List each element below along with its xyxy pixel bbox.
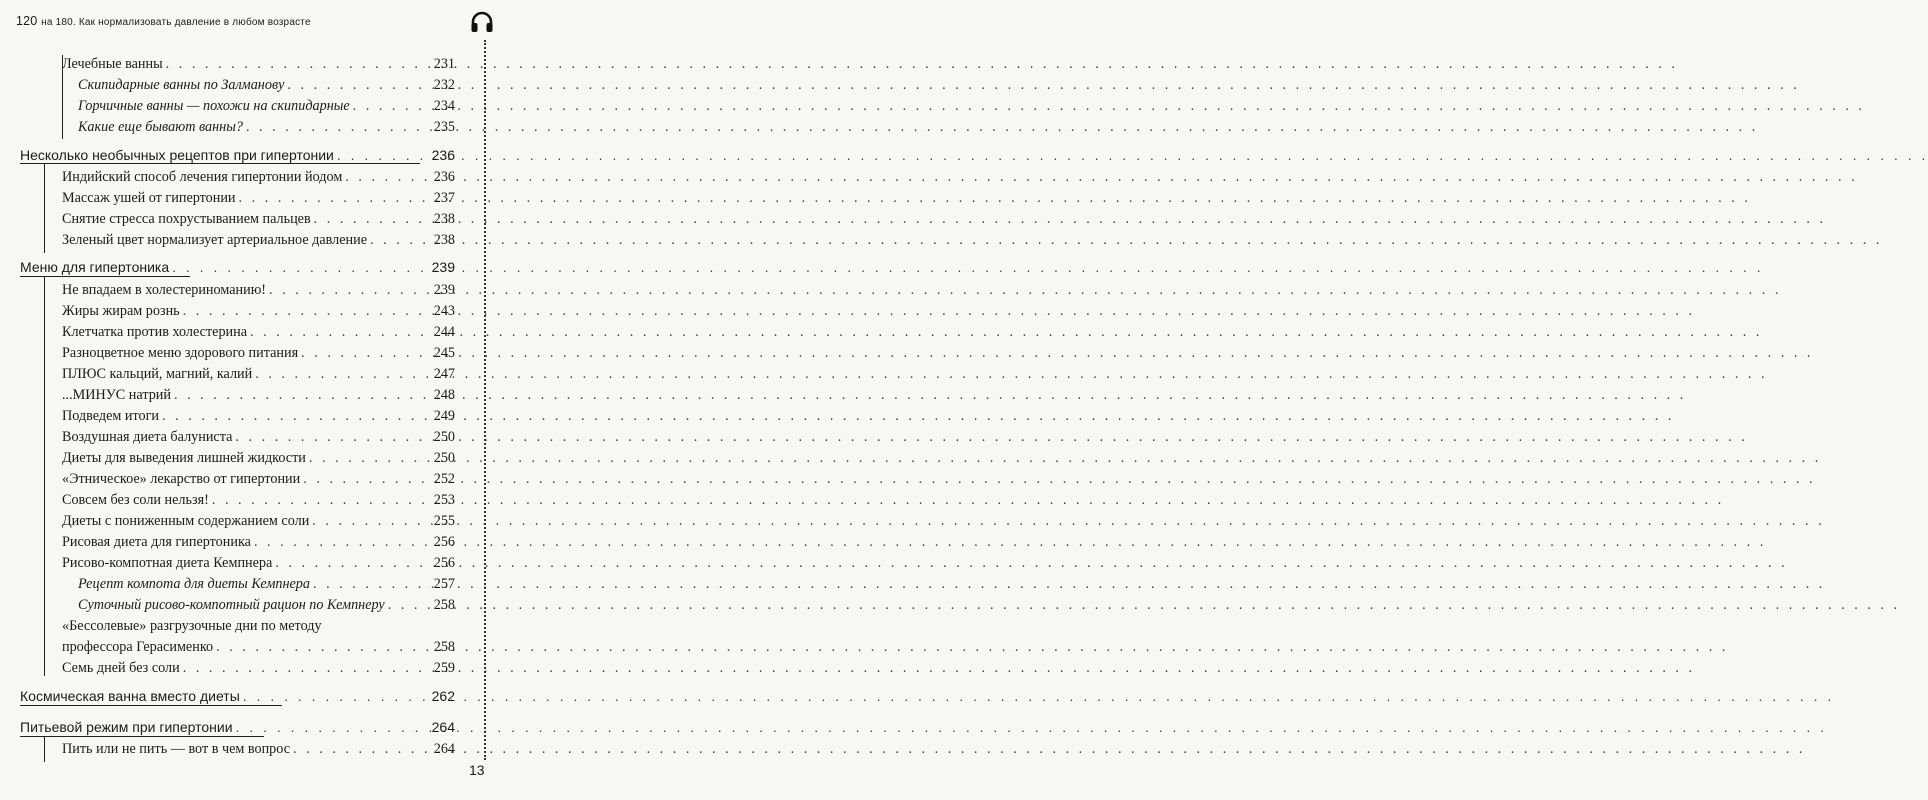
toc-entry: [62, 491, 455, 510]
toc-entry: [78, 596, 455, 615]
section-vertical-rule: [44, 276, 45, 676]
toc-entry-title: Семь дней без соли: [62, 660, 180, 676]
toc-entry: [62, 168, 455, 187]
dot-leader: [287, 76, 422, 95]
toc-entry-page: 239: [431, 259, 455, 275]
toc-entry-title: Космическая ванна вместо диеты: [20, 688, 240, 704]
toc-entry-page: 256: [433, 534, 455, 550]
toc-entry: [62, 470, 455, 489]
dot-leader: [212, 491, 422, 510]
dot-leader: [236, 718, 422, 737]
chapter-underline-rule: [20, 705, 282, 706]
toc-entry-title: профессора Герасименко: [62, 639, 214, 655]
chapter-underline-rule: [20, 163, 420, 164]
toc-entry-title: Меню для гипертоника: [20, 259, 170, 275]
page-number: 13: [469, 762, 485, 778]
toc-entry: [62, 302, 455, 321]
section-vertical-rule: [62, 55, 63, 139]
toc-entry-page: 258: [433, 639, 455, 655]
toc-entry-title: ...МИНУС натрий: [62, 387, 171, 403]
toc-entry-page: 257: [433, 576, 455, 592]
toc-chapter-entry: [20, 258, 455, 277]
toc-entry-title: Питьевой режим при гипертонии: [20, 719, 233, 735]
toc-entry: [78, 118, 455, 137]
dot-leader: [313, 575, 422, 594]
toc-entry-page: 235: [433, 119, 455, 135]
toc-chapter-entry: [20, 687, 455, 706]
toc-entry-page: 245: [433, 345, 455, 361]
dot-leader: [314, 210, 422, 229]
toc-entry-title: Воздушная диета балуниста: [62, 429, 233, 445]
dot-leader: [301, 344, 422, 363]
toc-entry-title: Диеты с пониженным содержанием соли: [62, 513, 310, 529]
dot-leader: [235, 428, 422, 447]
dot-leader: [243, 687, 422, 706]
toc-entry-title: Разноцветное меню здорового питания: [62, 345, 299, 361]
running-head-number: 120: [16, 14, 42, 28]
toc-entry-title: Пить или не пить — вот в чем вопрос: [62, 741, 291, 757]
toc-entry-page: 253: [433, 492, 455, 508]
dot-leader: [254, 533, 422, 552]
toc-entry-page: 247: [433, 366, 455, 382]
dot-leader: [246, 118, 422, 137]
toc-entry: [62, 512, 455, 531]
toc-entry-title: Рисовая диета для гипертоника: [62, 534, 251, 550]
toc-entry: [62, 323, 455, 342]
toc-entry-page: 236: [433, 169, 455, 185]
toc-entry-title: Массаж ушей от гипертонии: [62, 190, 236, 206]
dot-leader: [255, 365, 422, 384]
dot-leader: [345, 168, 422, 187]
toc-entry: [62, 365, 455, 384]
toc-entry-page: 244: [433, 324, 455, 340]
toc-entry-title: Рисово-компотная диета Кемпнера: [62, 555, 273, 571]
toc-entry-page: 238: [433, 211, 455, 227]
toc-entry-title: Зеленый цвет нормализует артериальное давление: [62, 232, 368, 248]
toc-entry-title: Лечебные ванны: [62, 56, 163, 72]
toc-entry-title: Клетчатка против холестерина: [62, 324, 248, 340]
dot-leader: [239, 189, 422, 208]
toc-entry-page: 262: [431, 688, 455, 704]
toc-entry: [78, 575, 455, 594]
toc-entry: [62, 231, 455, 250]
dot-leader: [162, 407, 422, 426]
chapter-underline-rule: [20, 736, 264, 737]
toc-chapter-entry: [20, 718, 455, 737]
toc-entry-page: 264: [431, 719, 455, 735]
toc-entry-page: 259: [433, 660, 455, 676]
toc-entry-title: Подведем итоги: [62, 408, 160, 424]
toc-entry-page: 249: [433, 408, 455, 424]
toc-entry-page: 232: [433, 77, 455, 93]
toc-entry-title: Жиры жирам рознь: [62, 303, 180, 319]
toc-entry-title: Не впадаем в холестериноманию!: [62, 282, 267, 298]
toc-entry: [62, 533, 455, 552]
dot-leader: [216, 638, 422, 657]
toc-entry-page: 250: [433, 429, 455, 445]
toc-entry-title: Снятие стресса похрустыванием пальцев: [62, 211, 311, 227]
toc-entry: [62, 659, 455, 678]
toc-entry-page: 236: [431, 147, 455, 163]
toc-entry-page: 234: [433, 98, 455, 114]
dot-leader: [172, 258, 422, 277]
toc-entry: [62, 189, 455, 208]
dot-leader: [275, 554, 422, 573]
toc-entry-title: «Этническое» лекарство от гипертонии: [62, 471, 301, 487]
toc-entry-title: Несколько необычных рецептов при гипертонии: [20, 147, 334, 163]
section-vertical-rule: [44, 736, 45, 762]
toc-entry-title: Совсем без соли нельзя!: [62, 492, 209, 508]
table-of-contents: [0, 0, 512, 800]
dot-leader: [388, 596, 422, 615]
toc-entry: [62, 386, 455, 405]
toc-entry-title: Диеты для выведения лишней жидкости: [62, 450, 306, 466]
dot-leader: [370, 231, 422, 250]
dot-leader: [250, 323, 422, 342]
toc-entry: [62, 281, 455, 300]
toc-entry: [62, 210, 455, 229]
toc-entry: [62, 638, 455, 657]
toc-entry: [62, 617, 455, 636]
toc-entry-page: 231: [433, 56, 455, 72]
toc-entry-page: 239: [433, 282, 455, 298]
toc-entry-title: Какие еще бывают ванны?: [78, 119, 243, 135]
toc-entry: [62, 407, 455, 426]
chapter-underline-rule: [20, 276, 190, 277]
toc-entry: [78, 76, 455, 95]
toc-entry-page: 237: [433, 190, 455, 206]
toc-entry-page: 250: [433, 450, 455, 466]
toc-entry-page: 255: [433, 513, 455, 529]
toc-entry-page: 258: [433, 597, 455, 613]
toc-entry-page: 252: [433, 471, 455, 487]
toc-entry: [62, 554, 455, 573]
section-vertical-rule: [44, 163, 45, 253]
dot-leader: [183, 302, 422, 321]
toc-entry-page: 264: [433, 741, 455, 757]
dot-leader: [183, 659, 422, 678]
running-head-title: на 180. Как нормализовать давление в любом возрасте: [41, 17, 311, 28]
toc-entry: [62, 740, 455, 759]
toc-entry-title: Суточный рисово-компотный рацион по Кемпнеру: [78, 597, 385, 613]
dot-leader: [166, 55, 422, 74]
dot-leader: [309, 449, 422, 468]
dot-leader: [174, 386, 422, 405]
toc-entry-title: «Бессолевые» разгрузочные дни по методу: [62, 618, 322, 634]
toc-entry-title: Скипидарные ванны по Залманову: [78, 77, 285, 93]
toc-entry-page: 238: [433, 232, 455, 248]
toc-entry-page: 248: [433, 387, 455, 403]
toc-entry: [62, 428, 455, 447]
toc-entry: [78, 97, 455, 116]
toc-entry-title: Индийский способ лечения гипертонии йодом: [62, 169, 343, 185]
dot-leader: [312, 512, 422, 531]
toc-entry-title: Горчичные ванны — похожи на скипидарные: [78, 98, 350, 114]
dot-leader: [303, 470, 422, 489]
dot-leader: [293, 740, 422, 759]
toc-entry: [62, 449, 455, 468]
toc-entry-page: 256: [433, 555, 455, 571]
toc-entry-page: 243: [433, 303, 455, 319]
toc-entry: [62, 55, 455, 74]
dot-leader: [353, 97, 422, 116]
dot-leader: [269, 281, 422, 300]
toc-entry: [62, 344, 455, 363]
toc-entry-title: Рецепт компота для диеты Кемпнера: [78, 576, 310, 592]
toc-entry-title: ПЛЮС кальций, магний, калий: [62, 366, 253, 382]
